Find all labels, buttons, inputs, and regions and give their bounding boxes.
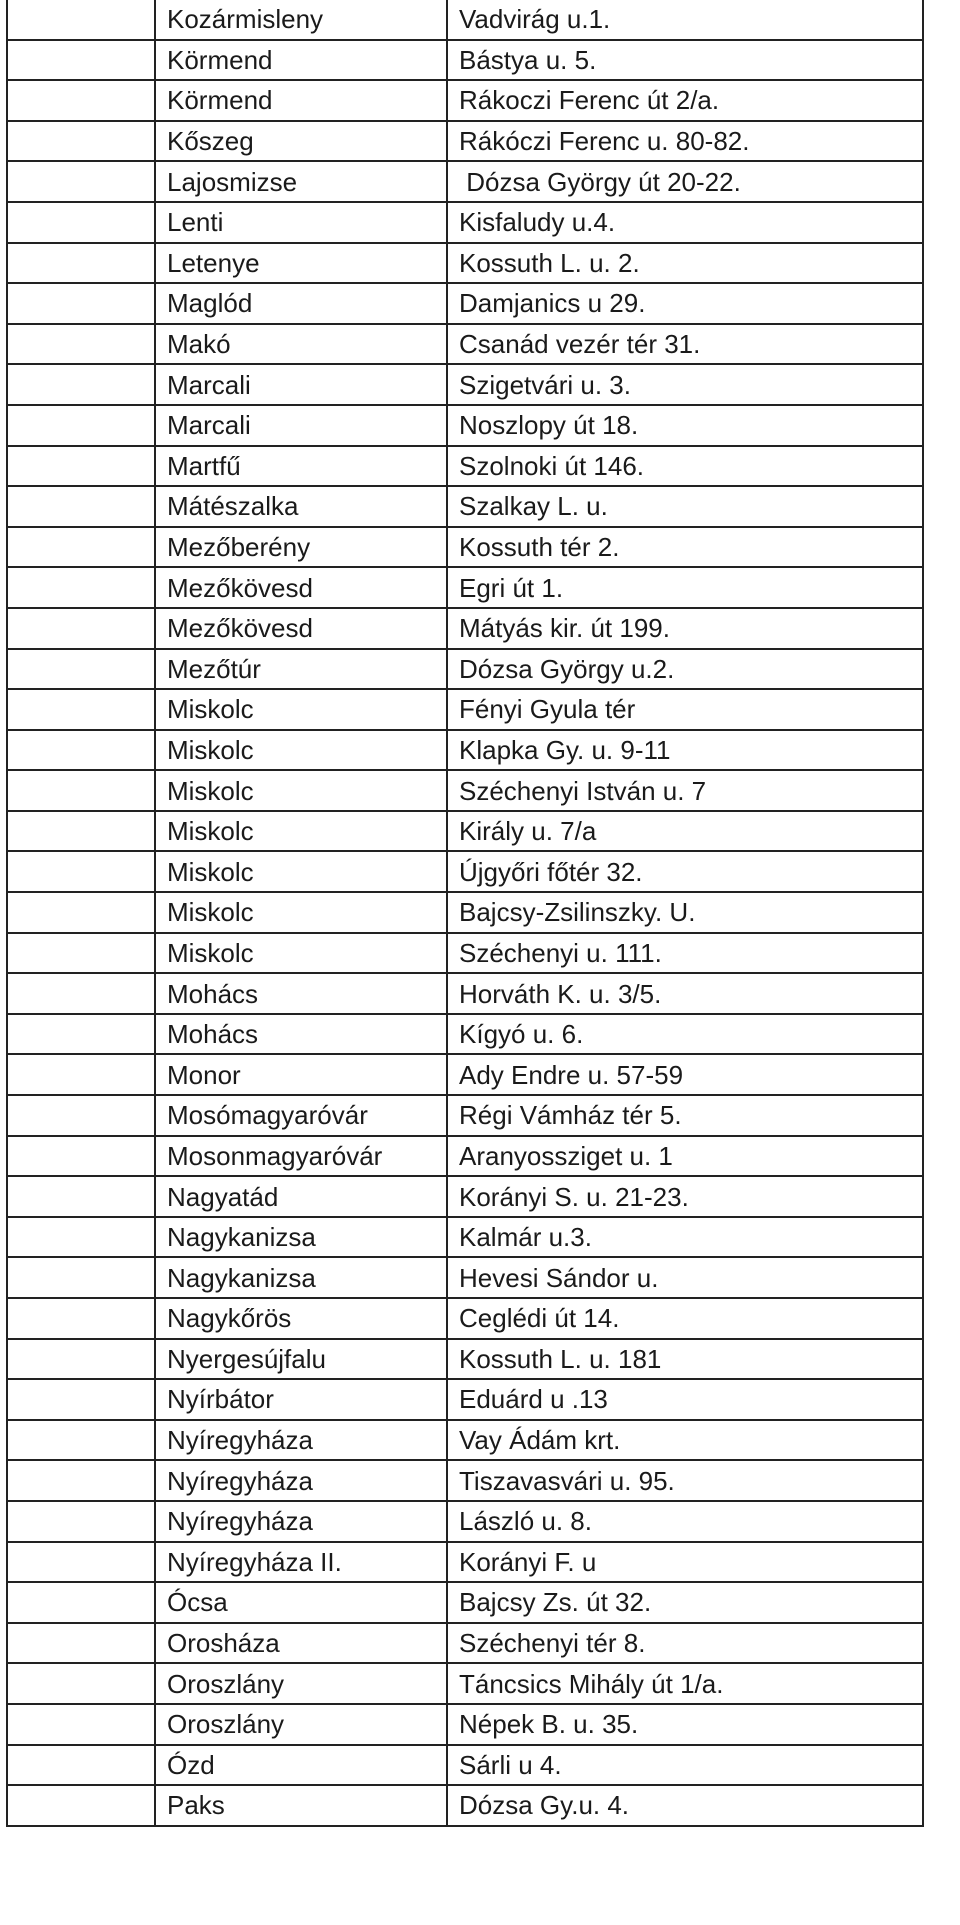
street-cell: Újgyőri főtér 32. — [447, 851, 923, 892]
street-cell: Mátyás kir. út 199. — [447, 608, 923, 649]
blank-cell — [7, 567, 155, 608]
table-row — [7, 730, 923, 771]
table-row — [7, 1176, 923, 1217]
city-cell: Miskolc — [155, 689, 447, 730]
street-cell: Széchenyi tér 8. — [447, 1623, 923, 1664]
street-cell: Szolnoki út 146. — [447, 446, 923, 487]
blank-cell — [7, 1298, 155, 1339]
blank-cell — [7, 486, 155, 527]
blank-cell — [7, 161, 155, 202]
table-row — [7, 0, 923, 40]
city-cell: Körmend — [155, 40, 447, 81]
blank-cell — [7, 1339, 155, 1380]
table-row — [7, 1704, 923, 1745]
street-cell: Damjanics u 29. — [447, 283, 923, 324]
table-row — [7, 1542, 923, 1583]
blank-cell — [7, 1623, 155, 1664]
city-cell: Makó — [155, 324, 447, 365]
street-cell: Vadvirág u.1. — [447, 0, 923, 40]
street-cell: Kígyó u. 6. — [447, 1014, 923, 1055]
blank-cell — [7, 730, 155, 771]
city-cell: Oroszlány — [155, 1663, 447, 1704]
street-cell: Egri út 1. — [447, 567, 923, 608]
city-cell: Miskolc — [155, 770, 447, 811]
city-cell: Miskolc — [155, 892, 447, 933]
table-row — [7, 567, 923, 608]
table-row — [7, 1582, 923, 1623]
city-cell: Nagykőrös — [155, 1298, 447, 1339]
city-cell: Oroszlány — [155, 1704, 447, 1745]
blank-cell — [7, 80, 155, 121]
street-cell: Vay Ádám krt. — [447, 1420, 923, 1461]
table-row — [7, 283, 923, 324]
blank-cell — [7, 892, 155, 933]
city-cell: Nyergesújfalu — [155, 1339, 447, 1380]
street-cell: Ady Endre u. 57-59 — [447, 1054, 923, 1095]
city-cell: Lenti — [155, 202, 447, 243]
street-cell: Szigetvári u. 3. — [447, 364, 923, 405]
street-cell: Régi Vámház tér 5. — [447, 1095, 923, 1136]
table-row — [7, 1257, 923, 1298]
table-row — [7, 689, 923, 730]
blank-cell — [7, 1460, 155, 1501]
city-cell: Miskolc — [155, 933, 447, 974]
street-cell: Sárli u 4. — [447, 1745, 923, 1786]
street-cell: Táncsics Mihály út 1/a. — [447, 1663, 923, 1704]
table-row — [7, 649, 923, 690]
street-cell: Király u. 7/a — [447, 811, 923, 852]
city-cell: Kőszeg — [155, 121, 447, 162]
city-cell: Nagykanizsa — [155, 1217, 447, 1258]
city-cell: Ócsa — [155, 1582, 447, 1623]
blank-cell — [7, 1785, 155, 1826]
table-row — [7, 324, 923, 365]
street-cell: László u. 8. — [447, 1501, 923, 1542]
city-cell: Körmend — [155, 80, 447, 121]
city-cell: Kozármisleny — [155, 0, 447, 40]
address-table-body — [7, 0, 923, 1826]
table-row — [7, 243, 923, 284]
table-row — [7, 933, 923, 974]
blank-cell — [7, 364, 155, 405]
city-cell: Mosómagyaróvár — [155, 1095, 447, 1136]
blank-cell — [7, 973, 155, 1014]
city-cell: Marcali — [155, 364, 447, 405]
street-cell: Kalmár u.3. — [447, 1217, 923, 1258]
street-cell: Klapka Gy. u. 9-11 — [447, 730, 923, 771]
blank-cell — [7, 1663, 155, 1704]
address-table — [6, 0, 924, 1827]
street-cell: Hevesi Sándor u. — [447, 1257, 923, 1298]
blank-cell — [7, 243, 155, 284]
table-row — [7, 811, 923, 852]
blank-cell — [7, 0, 155, 40]
city-cell: Mezőkövesd — [155, 608, 447, 649]
street-cell: Horváth K. u. 3/5. — [447, 973, 923, 1014]
city-cell: Miskolc — [155, 851, 447, 892]
table-row — [7, 80, 923, 121]
street-cell: Noszlopy út 18. — [447, 405, 923, 446]
table-row — [7, 1136, 923, 1177]
street-cell: Kisfaludy u.4. — [447, 202, 923, 243]
table-row — [7, 608, 923, 649]
city-cell: Lajosmizse — [155, 161, 447, 202]
blank-cell — [7, 1420, 155, 1461]
city-cell: Miskolc — [155, 730, 447, 771]
table-row — [7, 486, 923, 527]
table-row — [7, 1379, 923, 1420]
city-cell: Mátészalka — [155, 486, 447, 527]
table-row — [7, 1420, 923, 1461]
street-cell: Ceglédi út 14. — [447, 1298, 923, 1339]
city-cell: Ózd — [155, 1745, 447, 1786]
street-cell: Fényi Gyula tér — [447, 689, 923, 730]
street-cell: Bástya u. 5. — [447, 40, 923, 81]
city-cell: Mohács — [155, 973, 447, 1014]
street-cell: Széchenyi István u. 7 — [447, 770, 923, 811]
blank-cell — [7, 1014, 155, 1055]
city-cell: Maglód — [155, 283, 447, 324]
city-cell: Mohács — [155, 1014, 447, 1055]
city-cell: Nagykanizsa — [155, 1257, 447, 1298]
blank-cell — [7, 283, 155, 324]
blank-cell — [7, 1217, 155, 1258]
table-row — [7, 527, 923, 568]
blank-cell — [7, 1379, 155, 1420]
city-cell: Nyírbátor — [155, 1379, 447, 1420]
street-cell: Kossuth tér 2. — [447, 527, 923, 568]
blank-cell — [7, 1095, 155, 1136]
table-row — [7, 1014, 923, 1055]
table-row — [7, 1460, 923, 1501]
blank-cell — [7, 851, 155, 892]
table-row — [7, 973, 923, 1014]
street-cell: Dózsa György út 20-22. — [447, 161, 923, 202]
blank-cell — [7, 1176, 155, 1217]
city-cell: Letenye — [155, 243, 447, 284]
blank-cell — [7, 40, 155, 81]
table-row — [7, 121, 923, 162]
street-cell: Rákóczi Ferenc u. 80-82. — [447, 121, 923, 162]
city-cell: Mezőkövesd — [155, 567, 447, 608]
city-cell: Mosonmagyaróvár — [155, 1136, 447, 1177]
city-cell: Nyíregyháza — [155, 1420, 447, 1461]
table-row — [7, 1095, 923, 1136]
blank-cell — [7, 689, 155, 730]
table-row — [7, 1623, 923, 1664]
street-cell: Kossuth L. u. 181 — [447, 1339, 923, 1380]
table-row — [7, 364, 923, 405]
table-row — [7, 1054, 923, 1095]
city-cell: Nyíregyháza II. — [155, 1542, 447, 1583]
city-cell: Orosháza — [155, 1623, 447, 1664]
street-cell: Eduárd u .13 — [447, 1379, 923, 1420]
city-cell: Nyíregyháza — [155, 1460, 447, 1501]
table-row — [7, 1217, 923, 1258]
table-row — [7, 405, 923, 446]
blank-cell — [7, 446, 155, 487]
street-cell: Tiszavasvári u. 95. — [447, 1460, 923, 1501]
table-row — [7, 446, 923, 487]
city-cell: Mezőtúr — [155, 649, 447, 690]
blank-cell — [7, 1054, 155, 1095]
blank-cell — [7, 1136, 155, 1177]
blank-cell — [7, 770, 155, 811]
city-cell: Miskolc — [155, 811, 447, 852]
table-row — [7, 1785, 923, 1826]
street-cell: Csanád vezér tér 31. — [447, 324, 923, 365]
table-row — [7, 851, 923, 892]
street-cell: Szalkay L. u. — [447, 486, 923, 527]
street-cell: Népek B. u. 35. — [447, 1704, 923, 1745]
blank-cell — [7, 121, 155, 162]
blank-cell — [7, 324, 155, 365]
blank-cell — [7, 811, 155, 852]
city-cell: Mezőberény — [155, 527, 447, 568]
table-row — [7, 892, 923, 933]
blank-cell — [7, 649, 155, 690]
city-cell: Marcali — [155, 405, 447, 446]
street-cell: Korányi S. u. 21-23. — [447, 1176, 923, 1217]
table-row — [7, 1501, 923, 1542]
street-cell: Korányi F. u — [447, 1542, 923, 1583]
blank-cell — [7, 202, 155, 243]
street-cell: Dózsa Gy.u. 4. — [447, 1785, 923, 1826]
street-cell: Bajcsy-Zsilinszky. U. — [447, 892, 923, 933]
city-cell: Nagyatád — [155, 1176, 447, 1217]
blank-cell — [7, 1501, 155, 1542]
blank-cell — [7, 1745, 155, 1786]
table-row — [7, 1298, 923, 1339]
street-cell: Bajcsy Zs. út 32. — [447, 1582, 923, 1623]
table-row — [7, 1745, 923, 1786]
street-cell: Aranyossziget u. 1 — [447, 1136, 923, 1177]
table-row — [7, 202, 923, 243]
blank-cell — [7, 1582, 155, 1623]
street-cell: Rákoczi Ferenc út 2/a. — [447, 80, 923, 121]
table-row — [7, 1663, 923, 1704]
table-row — [7, 1339, 923, 1380]
street-cell: Kossuth L. u. 2. — [447, 243, 923, 284]
street-cell: Dózsa György u.2. — [447, 649, 923, 690]
city-cell: Monor — [155, 1054, 447, 1095]
table-row — [7, 40, 923, 81]
city-cell: Martfű — [155, 446, 447, 487]
blank-cell — [7, 608, 155, 649]
table-row — [7, 770, 923, 811]
blank-cell — [7, 527, 155, 568]
street-cell: Széchenyi u. 111. — [447, 933, 923, 974]
blank-cell — [7, 1704, 155, 1745]
blank-cell — [7, 933, 155, 974]
table-row — [7, 161, 923, 202]
city-cell: Nyíregyháza — [155, 1501, 447, 1542]
city-cell: Paks — [155, 1785, 447, 1826]
blank-cell — [7, 1257, 155, 1298]
blank-cell — [7, 1542, 155, 1583]
blank-cell — [7, 405, 155, 446]
